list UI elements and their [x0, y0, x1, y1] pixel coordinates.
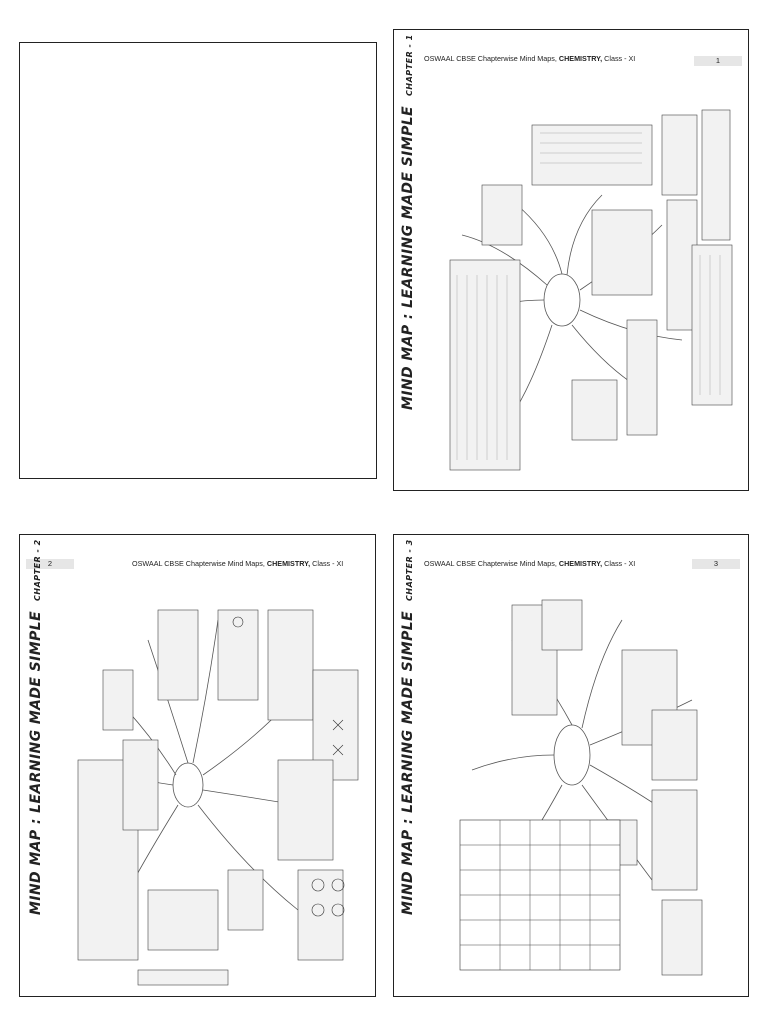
mind-map-diagram	[422, 85, 740, 485]
header-subject: CHEMISTRY,	[266, 559, 311, 568]
mind-map-title	[28, 539, 44, 915]
blank-page[interactable]	[19, 42, 377, 479]
page-number: 2	[26, 559, 74, 569]
chapter-label: CHAPTER - 2	[33, 539, 42, 601]
header-subject: CHEMISTRY,	[558, 559, 603, 568]
header-series: OSWAAL CBSE Chapterwise Mind Maps,	[424, 54, 559, 63]
mind-map-diagram	[48, 580, 368, 990]
chapter-label: CHAPTER - 3	[405, 539, 414, 601]
mind-map-title	[400, 34, 416, 410]
title-text: MIND MAP : LEARNING MADE SIMPLE	[400, 610, 416, 915]
header-subject: CHEMISTRY,	[558, 54, 603, 63]
header-class: Class - XI	[602, 54, 636, 63]
page-header	[424, 559, 728, 573]
mind-map-svg	[422, 580, 740, 990]
header-class: Class - XI	[310, 559, 344, 568]
mind-map-svg	[422, 85, 740, 485]
mind-map-title	[400, 539, 416, 915]
page-2[interactable]	[19, 534, 376, 997]
title-text: MIND MAP : LEARNING MADE SIMPLE	[28, 610, 44, 915]
page-header	[424, 54, 728, 68]
mind-map-svg	[48, 580, 368, 990]
header-series: OSWAAL CBSE Chapterwise Mind Maps,	[424, 559, 559, 568]
header-class: Class - XI	[602, 559, 636, 568]
header-series: OSWAAL CBSE Chapterwise Mind Maps,	[132, 559, 267, 568]
page-number: 3	[692, 559, 740, 569]
mind-map-diagram	[422, 580, 740, 990]
page-1[interactable]	[393, 29, 749, 491]
page-header	[132, 559, 367, 573]
title-text: MIND MAP : LEARNING MADE SIMPLE	[400, 105, 416, 410]
chapter-label: CHAPTER - 1	[405, 34, 414, 96]
page-number: 1	[694, 56, 742, 66]
page-3[interactable]	[393, 534, 749, 997]
